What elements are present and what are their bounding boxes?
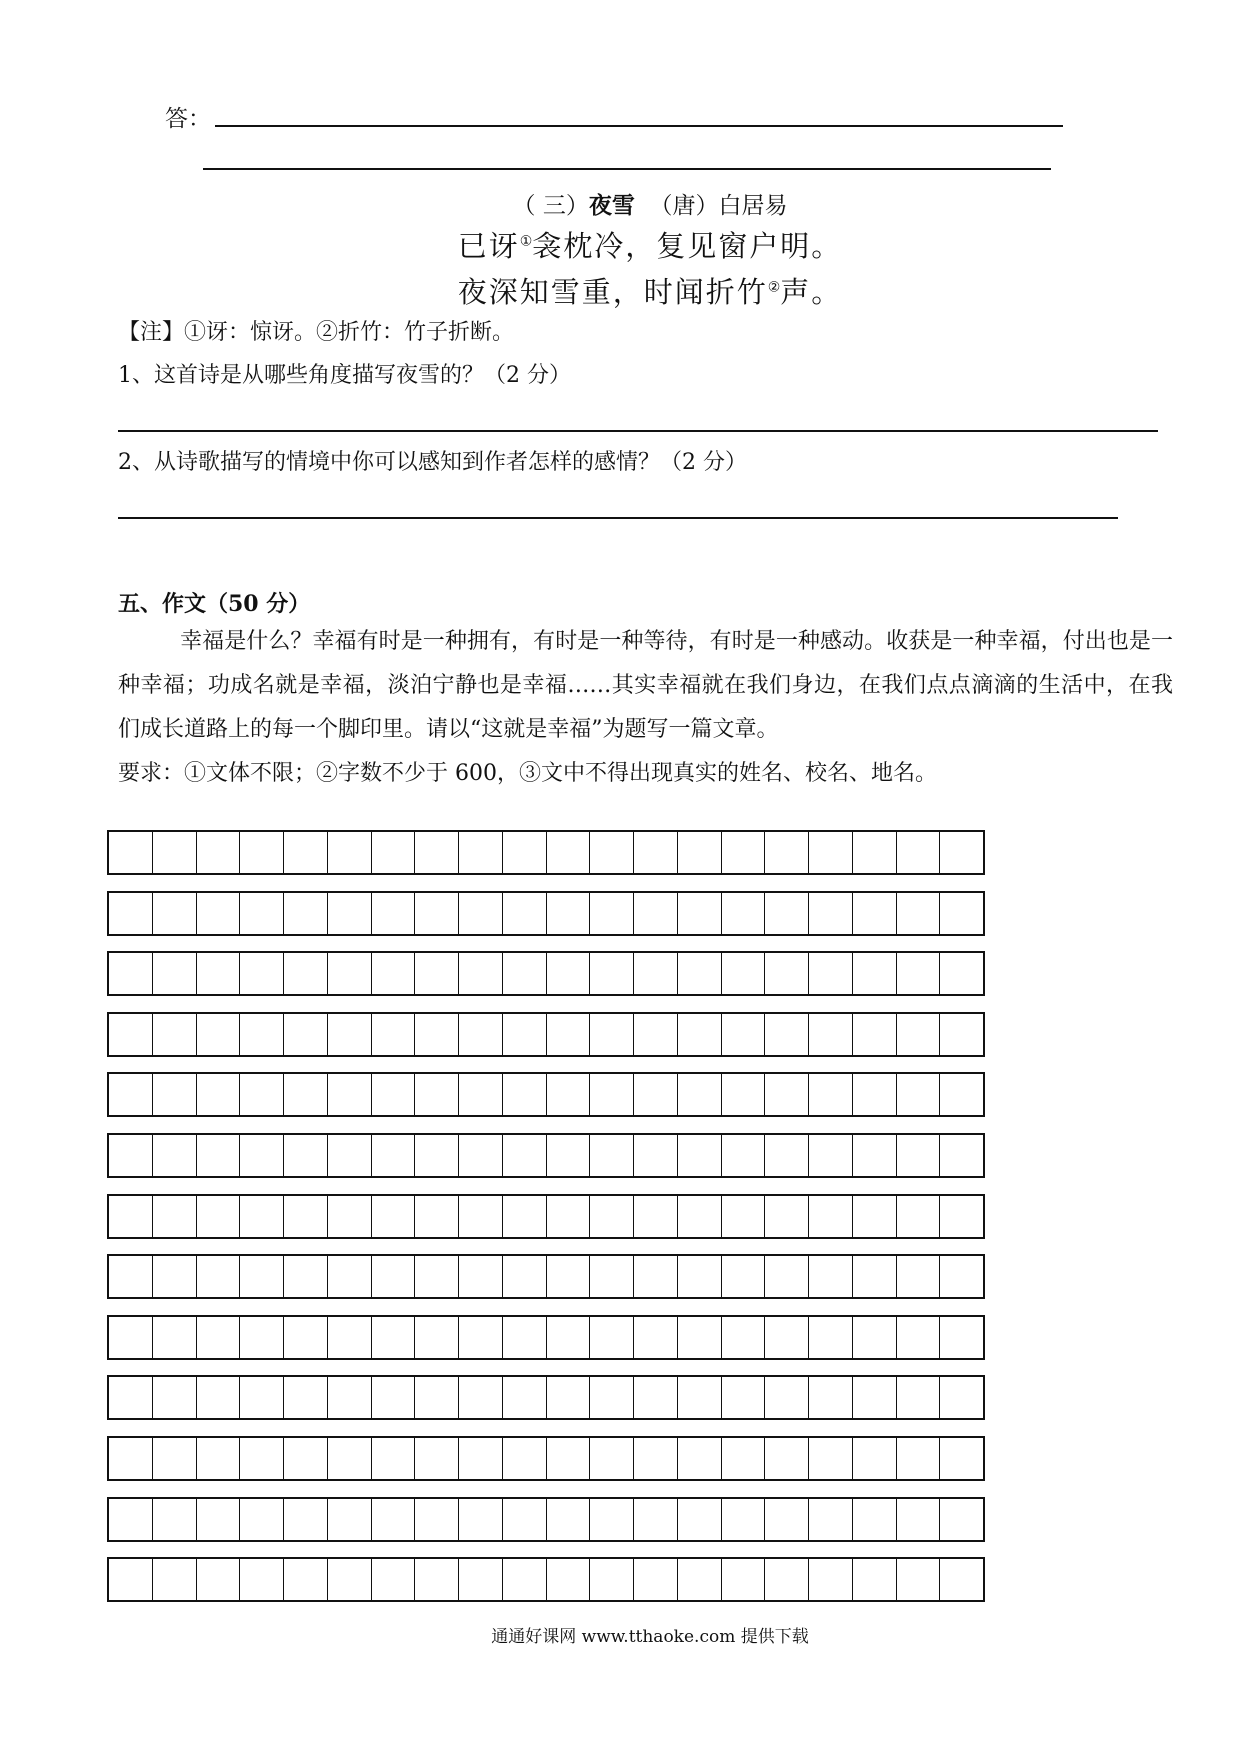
poem-author: 白居易: [718, 193, 788, 219]
grid-cell[interactable]: [677, 832, 721, 873]
grid-cell[interactable]: [371, 1499, 415, 1540]
grid-cell[interactable]: [939, 1438, 983, 1479]
grid-cell[interactable]: [721, 1438, 765, 1479]
grid-cell[interactable]: [414, 1135, 458, 1176]
grid-cell[interactable]: [152, 832, 196, 873]
grid-cell[interactable]: [458, 1014, 502, 1055]
grid-cell[interactable]: [327, 1317, 371, 1358]
grid-cell[interactable]: [283, 1438, 327, 1479]
grid-cell[interactable]: [589, 1559, 633, 1600]
grid-cell[interactable]: [152, 953, 196, 994]
grid-cell[interactable]: [327, 1499, 371, 1540]
grid-cell[interactable]: [502, 1135, 546, 1176]
grid-cell[interactable]: [677, 1317, 721, 1358]
grid-cell[interactable]: [808, 1438, 852, 1479]
grid-cell[interactable]: [764, 1135, 808, 1176]
grid-cell[interactable]: [371, 1196, 415, 1237]
grid-cell[interactable]: [852, 1256, 896, 1297]
grid-cell[interactable]: [896, 1074, 940, 1115]
footer-credit: 通通好课网 www.tthaoke.com 提供下载: [491, 1627, 809, 1647]
grid-cell[interactable]: [109, 1377, 152, 1418]
grid-cell[interactable]: [852, 1014, 896, 1055]
grid-cell[interactable]: [502, 1377, 546, 1418]
grid-cell[interactable]: [152, 1377, 196, 1418]
grid-cell[interactable]: [239, 1256, 283, 1297]
grid-cell[interactable]: [721, 893, 765, 934]
grid-cell[interactable]: [152, 1256, 196, 1297]
grid-cell[interactable]: [109, 1074, 152, 1115]
grid-cell[interactable]: [327, 893, 371, 934]
grid-cell[interactable]: [896, 1256, 940, 1297]
poem-line-1-part-2: 衾枕冷，复见窗户明。: [532, 229, 843, 263]
grid-cell[interactable]: [152, 1499, 196, 1540]
grid-cell[interactable]: [589, 1074, 633, 1115]
grid-cell[interactable]: [721, 1135, 765, 1176]
grid-cell[interactable]: [152, 1014, 196, 1055]
grid-row: [107, 891, 985, 936]
poem-line-2-part-1: 夜深知雪重，时闻折竹: [457, 275, 768, 309]
grid-cell[interactable]: [939, 1256, 983, 1297]
grid-cell[interactable]: [589, 832, 633, 873]
grid-cell[interactable]: [502, 1317, 546, 1358]
grid-cell[interactable]: [589, 1377, 633, 1418]
grid-cell[interactable]: [721, 953, 765, 994]
grid-cell[interactable]: [764, 1499, 808, 1540]
grid-cell[interactable]: [808, 1074, 852, 1115]
grid-cell[interactable]: [764, 832, 808, 873]
grid-cell[interactable]: [502, 832, 546, 873]
grid-cell[interactable]: [283, 953, 327, 994]
poem-title: [0, 187, 1240, 220]
grid-cell[interactable]: [109, 1438, 152, 1479]
grid-cell[interactable]: [152, 1438, 196, 1479]
answer-label: 答：: [165, 106, 211, 132]
grid-cell[interactable]: [414, 832, 458, 873]
grid-cell[interactable]: [283, 1256, 327, 1297]
grid-row: [107, 830, 985, 875]
grid-cell[interactable]: [152, 1559, 196, 1600]
grid-cell[interactable]: [371, 1014, 415, 1055]
grid-cell[interactable]: [939, 1196, 983, 1237]
grid-cell[interactable]: [721, 1074, 765, 1115]
grid-cell[interactable]: [239, 1438, 283, 1479]
grid-cell[interactable]: [152, 1074, 196, 1115]
grid-cell[interactable]: [458, 893, 502, 934]
grid-cell[interactable]: [633, 1014, 677, 1055]
grid-cell[interactable]: [808, 1377, 852, 1418]
grid-cell[interactable]: [764, 953, 808, 994]
grid-cell[interactable]: [808, 893, 852, 934]
grid-cell[interactable]: [633, 1438, 677, 1479]
grid-row: [107, 1375, 985, 1420]
grid-cell[interactable]: [852, 1438, 896, 1479]
grid-cell[interactable]: [196, 1256, 240, 1297]
grid-cell[interactable]: [677, 1196, 721, 1237]
grid-cell[interactable]: [633, 953, 677, 994]
grid-cell[interactable]: [196, 1196, 240, 1237]
grid-cell[interactable]: [721, 832, 765, 873]
grid-cell[interactable]: [327, 1135, 371, 1176]
grid-cell[interactable]: [283, 1135, 327, 1176]
grid-cell[interactable]: [852, 1499, 896, 1540]
grid-cell[interactable]: [371, 1377, 415, 1418]
grid-cell[interactable]: [939, 1377, 983, 1418]
grid-cell[interactable]: [633, 893, 677, 934]
grid-cell[interactable]: [589, 1014, 633, 1055]
grid-cell[interactable]: [852, 893, 896, 934]
grid-cell[interactable]: [109, 1196, 152, 1237]
grid-cell[interactable]: [721, 1196, 765, 1237]
grid-cell[interactable]: [371, 893, 415, 934]
grid-cell[interactable]: [283, 1559, 327, 1600]
poem-line-2: [0, 270, 1240, 311]
grid-cell[interactable]: [677, 1256, 721, 1297]
grid-cell[interactable]: [283, 1014, 327, 1055]
grid-cell[interactable]: [109, 953, 152, 994]
grid-cell[interactable]: [239, 1559, 283, 1600]
grid-cell[interactable]: [546, 1317, 590, 1358]
grid-cell[interactable]: [939, 1317, 983, 1358]
grid-cell[interactable]: [546, 953, 590, 994]
grid-cell[interactable]: [283, 1074, 327, 1115]
grid-cell[interactable]: [939, 1135, 983, 1176]
grid-cell[interactable]: [371, 1317, 415, 1358]
grid-cell[interactable]: [721, 1256, 765, 1297]
grid-cell[interactable]: [414, 893, 458, 934]
grid-cell[interactable]: [721, 1377, 765, 1418]
grid-cell[interactable]: [283, 893, 327, 934]
grid-cell[interactable]: [589, 1499, 633, 1540]
grid-cell[interactable]: [896, 893, 940, 934]
grid-cell[interactable]: [589, 893, 633, 934]
question-2: 2、从诗歌描写的情境中你可以感知到作者怎样的感情？（2 分）: [118, 450, 747, 475]
grid-cell[interactable]: [721, 1014, 765, 1055]
grid-cell[interactable]: [808, 1014, 852, 1055]
question-1-answer-line[interactable]: [118, 430, 1158, 432]
grid-cell[interactable]: [371, 1438, 415, 1479]
grid-cell[interactable]: [327, 832, 371, 873]
grid-cell[interactable]: [458, 1196, 502, 1237]
grid-cell[interactable]: [371, 832, 415, 873]
grid-cell[interactable]: [852, 1377, 896, 1418]
grid-cell[interactable]: [327, 1074, 371, 1115]
essay-prompt: [118, 620, 1173, 796]
grid-cell[interactable]: [589, 1317, 633, 1358]
grid-cell[interactable]: [458, 1438, 502, 1479]
grid-cell[interactable]: [239, 832, 283, 873]
grid-cell[interactable]: [589, 1135, 633, 1176]
grid-cell[interactable]: [458, 953, 502, 994]
grid-cell[interactable]: [109, 1559, 152, 1600]
grid-cell[interactable]: [852, 1317, 896, 1358]
footnote-mark-2: ②: [767, 279, 781, 296]
grid-cell[interactable]: [677, 1074, 721, 1115]
grid-cell[interactable]: [589, 1438, 633, 1479]
grid-cell[interactable]: [414, 1014, 458, 1055]
grid-cell[interactable]: [546, 1499, 590, 1540]
grid-cell[interactable]: [852, 1135, 896, 1176]
grid-cell[interactable]: [196, 1377, 240, 1418]
grid-cell[interactable]: [546, 893, 590, 934]
grid-cell[interactable]: [371, 953, 415, 994]
grid-cell[interactable]: [677, 1499, 721, 1540]
grid-cell[interactable]: [414, 1499, 458, 1540]
grid-cell[interactable]: [196, 893, 240, 934]
grid-cell[interactable]: [633, 1256, 677, 1297]
grid-row: [107, 1072, 985, 1117]
grid-cell[interactable]: [677, 1014, 721, 1055]
grid-cell[interactable]: [808, 1317, 852, 1358]
grid-row: [107, 1557, 985, 1602]
grid-cell[interactable]: [546, 1014, 590, 1055]
grid-cell[interactable]: [327, 1196, 371, 1237]
grid-cell[interactable]: [502, 1499, 546, 1540]
grid-cell[interactable]: [502, 1256, 546, 1297]
grid-cell[interactable]: [939, 1499, 983, 1540]
grid-cell[interactable]: [109, 893, 152, 934]
grid-cell[interactable]: [808, 1499, 852, 1540]
grid-cell[interactable]: [283, 1317, 327, 1358]
grid-cell[interactable]: [414, 1317, 458, 1358]
grid-cell[interactable]: [852, 1196, 896, 1237]
grid-cell[interactable]: [109, 832, 152, 873]
grid-cell[interactable]: [414, 1256, 458, 1297]
grid-cell[interactable]: [677, 1377, 721, 1418]
grid-cell[interactable]: [546, 1377, 590, 1418]
grid-cell[interactable]: [414, 1377, 458, 1418]
grid-cell[interactable]: [109, 1014, 152, 1055]
poem-line-2-part-2: 声。: [780, 275, 843, 309]
grid-cell[interactable]: [896, 1499, 940, 1540]
grid-cell[interactable]: [239, 1135, 283, 1176]
grid-cell[interactable]: [939, 1014, 983, 1055]
poem-dynasty: （唐）: [649, 193, 719, 219]
grid-cell[interactable]: [896, 832, 940, 873]
poem-note: 【注】①讶：惊讶。②折竹：竹子折断。: [118, 320, 515, 345]
grid-cell[interactable]: [502, 1014, 546, 1055]
grid-cell[interactable]: [458, 1559, 502, 1600]
grid-cell[interactable]: [458, 1256, 502, 1297]
grid-cell[interactable]: [502, 1438, 546, 1479]
grid-cell[interactable]: [196, 953, 240, 994]
grid-cell[interactable]: [852, 953, 896, 994]
grid-cell[interactable]: [152, 1135, 196, 1176]
grid-cell[interactable]: [371, 1256, 415, 1297]
grid-cell[interactable]: [677, 1438, 721, 1479]
grid-cell[interactable]: [239, 1014, 283, 1055]
grid-cell[interactable]: [109, 1499, 152, 1540]
answer-line-1[interactable]: [215, 125, 1063, 127]
grid-cell[interactable]: [764, 1377, 808, 1418]
grid-cell[interactable]: [196, 1014, 240, 1055]
essay-requirements: 要求：①文体不限；②字数不少于 600，③文中不得出现真实的姓名、校名、地名。: [118, 761, 937, 786]
grid-cell[interactable]: [327, 1438, 371, 1479]
poem-line-1-part-1: 已讶: [457, 229, 520, 263]
grid-cell[interactable]: [458, 1377, 502, 1418]
grid-cell[interactable]: [896, 1438, 940, 1479]
grid-cell[interactable]: [633, 1074, 677, 1115]
grid-cell[interactable]: [327, 1559, 371, 1600]
grid-cell[interactable]: [633, 1377, 677, 1418]
grid-cell[interactable]: [764, 1074, 808, 1115]
grid-cell[interactable]: [939, 1074, 983, 1115]
grid-cell[interactable]: [196, 1499, 240, 1540]
grid-cell[interactable]: [502, 893, 546, 934]
grid-cell[interactable]: [633, 832, 677, 873]
grid-cell[interactable]: [414, 1438, 458, 1479]
grid-cell[interactable]: [546, 1074, 590, 1115]
grid-cell[interactable]: [589, 953, 633, 994]
grid-cell[interactable]: [371, 1074, 415, 1115]
grid-cell[interactable]: [152, 1317, 196, 1358]
grid-cell[interactable]: [196, 832, 240, 873]
grid-cell[interactable]: [633, 1559, 677, 1600]
grid-cell[interactable]: [677, 1135, 721, 1176]
grid-cell[interactable]: [458, 1317, 502, 1358]
grid-cell[interactable]: [808, 1196, 852, 1237]
grid-row: [107, 1497, 985, 1542]
grid-row: [107, 951, 985, 996]
grid-cell[interactable]: [239, 1377, 283, 1418]
grid-cell[interactable]: [327, 953, 371, 994]
grid-cell[interactable]: [196, 1135, 240, 1176]
grid-cell[interactable]: [502, 953, 546, 994]
grid-cell[interactable]: [546, 832, 590, 873]
grid-cell[interactable]: [283, 1196, 327, 1237]
grid-cell[interactable]: [939, 1559, 983, 1600]
grid-cell[interactable]: [896, 1377, 940, 1418]
grid-cell[interactable]: [283, 1499, 327, 1540]
grid-cell[interactable]: [196, 1074, 240, 1115]
grid-cell[interactable]: [764, 1014, 808, 1055]
grid-cell[interactable]: [589, 1196, 633, 1237]
grid-cell[interactable]: [239, 1074, 283, 1115]
question-1: 1、这首诗是从哪些角度描写夜雪的？（2 分）: [118, 363, 571, 388]
grid-cell[interactable]: [852, 832, 896, 873]
grid-cell[interactable]: [896, 1196, 940, 1237]
question-2-answer-line[interactable]: [118, 517, 1118, 519]
grid-cell[interactable]: [633, 1317, 677, 1358]
grid-row: [107, 1133, 985, 1178]
grid-cell[interactable]: [939, 953, 983, 994]
answer-line-2[interactable]: [203, 168, 1051, 170]
grid-cell[interactable]: [196, 1438, 240, 1479]
grid-cell[interactable]: [283, 832, 327, 873]
poem-title-prefix: （ 三）: [512, 193, 589, 219]
grid-cell[interactable]: [764, 1438, 808, 1479]
grid-row: [107, 1254, 985, 1299]
grid-cell[interactable]: [546, 1135, 590, 1176]
grid-cell[interactable]: [283, 1377, 327, 1418]
grid-cell[interactable]: [721, 1559, 765, 1600]
grid-row: [107, 1436, 985, 1481]
grid-cell[interactable]: [939, 832, 983, 873]
grid-cell[interactable]: [327, 1377, 371, 1418]
grid-cell[interactable]: [808, 1135, 852, 1176]
grid-cell[interactable]: [239, 1499, 283, 1540]
grid-cell[interactable]: [458, 1499, 502, 1540]
grid-row: [107, 1315, 985, 1360]
grid-cell[interactable]: [808, 953, 852, 994]
grid-cell[interactable]: [458, 832, 502, 873]
grid-cell[interactable]: [808, 1559, 852, 1600]
grid-row: [107, 1012, 985, 1057]
grid-cell[interactable]: [808, 832, 852, 873]
grid-cell[interactable]: [589, 1256, 633, 1297]
grid-cell[interactable]: [239, 1196, 283, 1237]
grid-cell[interactable]: [152, 1196, 196, 1237]
grid-cell[interactable]: [896, 1014, 940, 1055]
grid-cell[interactable]: [414, 953, 458, 994]
grid-cell[interactable]: [371, 1135, 415, 1176]
poem-name: 夜雪: [588, 192, 635, 219]
grid-cell[interactable]: [721, 1499, 765, 1540]
grid-cell[interactable]: [239, 893, 283, 934]
grid-cell[interactable]: [546, 1196, 590, 1237]
grid-cell[interactable]: [327, 1014, 371, 1055]
grid-cell[interactable]: [371, 1559, 415, 1600]
grid-cell[interactable]: [546, 1256, 590, 1297]
grid-cell[interactable]: [633, 1499, 677, 1540]
grid-cell[interactable]: [414, 1196, 458, 1237]
grid-cell[interactable]: [109, 1317, 152, 1358]
grid-cell[interactable]: [764, 1256, 808, 1297]
grid-cell[interactable]: [152, 893, 196, 934]
grid-cell[interactable]: [546, 1438, 590, 1479]
grid-cell[interactable]: [896, 1317, 940, 1358]
section-heading: 五、作文（50 分）: [118, 591, 311, 617]
grid-cell[interactable]: [852, 1074, 896, 1115]
grid-cell[interactable]: [896, 953, 940, 994]
poem-line-1: [0, 224, 1240, 265]
grid-cell[interactable]: [414, 1074, 458, 1115]
grid-cell[interactable]: [458, 1135, 502, 1176]
grid-cell[interactable]: [502, 1559, 546, 1600]
grid-row: [107, 1194, 985, 1239]
essay-prompt-text: 幸福是什么？幸福有时是一种拥有，有时是一种等待，有时是一种感动。收获是一种幸福，付出也是一种幸福；功成名就是幸福，淡泊宁静也是幸福……其实幸福就在我们身边，在我们点点滴滴的生活中，在我们成长道路上的每一个脚印里。请以“这就是幸福”为题写一篇文章。: [118, 629, 1173, 742]
grid-cell[interactable]: [677, 1559, 721, 1600]
grid-cell[interactable]: [852, 1559, 896, 1600]
grid-cell[interactable]: [896, 1559, 940, 1600]
grid-cell[interactable]: [196, 1317, 240, 1358]
grid-cell[interactable]: [109, 1135, 152, 1176]
grid-cell[interactable]: [458, 1074, 502, 1115]
grid-cell[interactable]: [764, 1559, 808, 1600]
grid-cell[interactable]: [546, 1559, 590, 1600]
grid-cell[interactable]: [896, 1135, 940, 1176]
grid-cell[interactable]: [196, 1559, 240, 1600]
grid-cell[interactable]: [633, 1135, 677, 1176]
grid-cell[interactable]: [633, 1196, 677, 1237]
grid-cell[interactable]: [239, 953, 283, 994]
grid-cell[interactable]: [764, 893, 808, 934]
grid-cell[interactable]: [808, 1256, 852, 1297]
grid-cell[interactable]: [109, 1256, 152, 1297]
grid-cell[interactable]: [677, 893, 721, 934]
grid-cell[interactable]: [239, 1317, 283, 1358]
grid-cell[interactable]: [721, 1317, 765, 1358]
grid-cell[interactable]: [764, 1196, 808, 1237]
grid-cell[interactable]: [327, 1256, 371, 1297]
grid-cell[interactable]: [939, 893, 983, 934]
grid-cell[interactable]: [502, 1196, 546, 1237]
grid-cell[interactable]: [764, 1317, 808, 1358]
grid-cell[interactable]: [502, 1074, 546, 1115]
footnote-mark-1: ①: [519, 233, 533, 250]
grid-cell[interactable]: [414, 1559, 458, 1600]
grid-cell[interactable]: [677, 953, 721, 994]
